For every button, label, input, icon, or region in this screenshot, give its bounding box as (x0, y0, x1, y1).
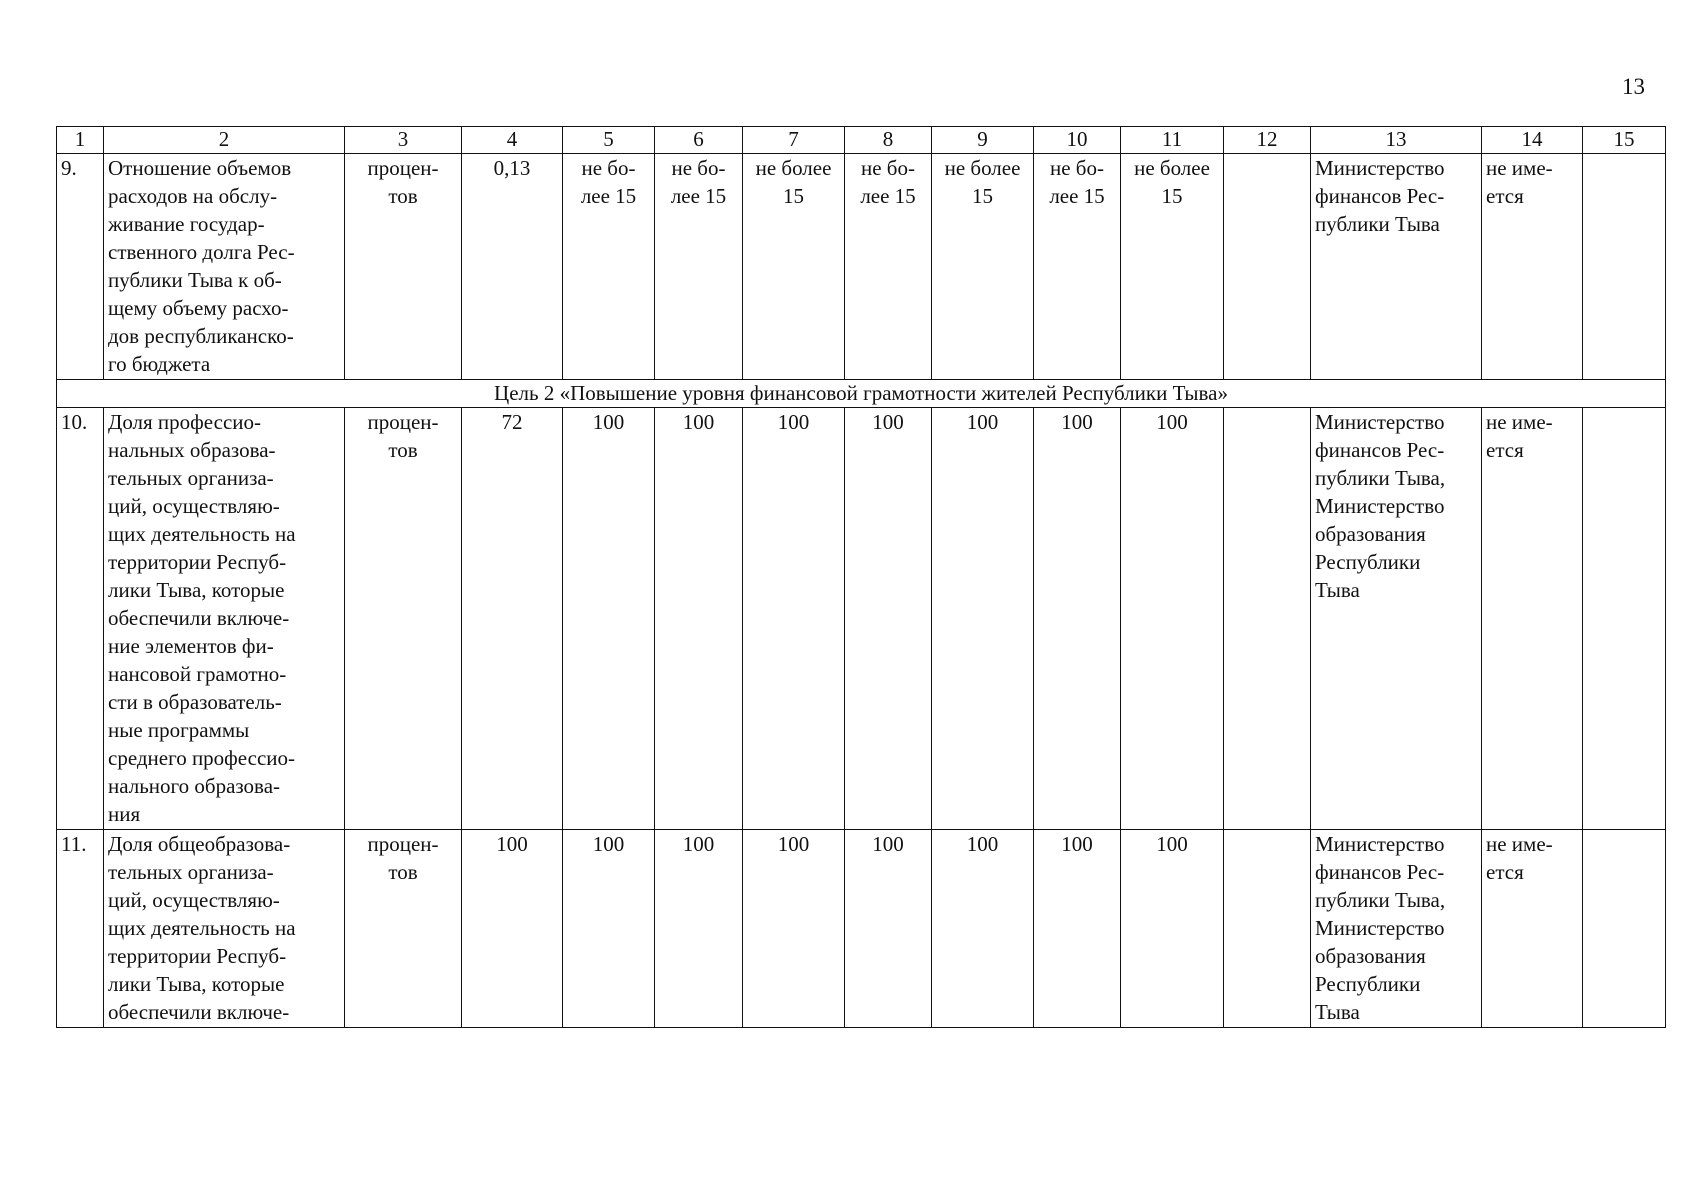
row-number: 11. (57, 830, 104, 1028)
value-cell: 100 (932, 408, 1034, 830)
value-cell: 100 (563, 408, 655, 830)
base-value-cell: 0,13 (462, 154, 563, 380)
value-cell: 100 (1034, 408, 1121, 830)
row-number: 10. (57, 408, 104, 830)
value-cell (1583, 408, 1666, 830)
value-cell: не более 15 (1121, 154, 1224, 380)
goal-row (57, 380, 1666, 408)
relation-cell: не име- ется (1482, 830, 1583, 1028)
row-number: 9. (57, 154, 104, 380)
value-cell: 100 (743, 408, 845, 830)
column-number: 14 (1482, 127, 1583, 154)
column-number: 5 (563, 127, 655, 154)
table-row (57, 408, 1666, 830)
column-number: 8 (845, 127, 932, 154)
responsible-cell: Министерство финансов Рес- публики Тыва, Министерство образования Республики Тыва (1311, 408, 1482, 830)
value-cell: 100 (932, 830, 1034, 1028)
column-number: 10 (1034, 127, 1121, 154)
column-number: 3 (345, 127, 462, 154)
column-number: 6 (655, 127, 743, 154)
value-cell: 100 (845, 408, 932, 830)
value-cell: 100 (563, 830, 655, 1028)
value-cell (1224, 154, 1311, 380)
column-number: 7 (743, 127, 845, 154)
indicators-table (56, 126, 1666, 1028)
value-cell: не бо- лее 15 (563, 154, 655, 380)
column-number: 15 (1583, 127, 1666, 154)
indicator-name: Доля профессио- нальных образова- тельных организа- ций, осуществляю- щих деятельность на территории Респуб- лики Тыва, которые обеспечили включе- ние элементов фи- нансовой грамотно- сти в образователь- ные программы среднего профессио- нального образова- ния (104, 408, 345, 830)
value-cell: 100 (655, 408, 743, 830)
value-cell (1224, 408, 1311, 830)
unit-cell: процен- тов (345, 408, 462, 830)
base-value-cell: 100 (462, 830, 563, 1028)
responsible-cell: Министерство финансов Рес- публики Тыва (1311, 154, 1482, 380)
page-number: 13 (1622, 74, 1645, 99)
column-number: 1 (57, 127, 104, 154)
unit-cell: процен- тов (345, 154, 462, 380)
value-cell (1224, 830, 1311, 1028)
goal-title: Цель 2 «Повышение уровня финансовой грамотности жителей Республики Тыва» (57, 380, 1666, 408)
column-number: 13 (1311, 127, 1482, 154)
table-row (57, 830, 1666, 1028)
value-cell: не бо- лее 15 (655, 154, 743, 380)
value-cell (1583, 154, 1666, 380)
column-number: 2 (104, 127, 345, 154)
unit-cell: процен- тов (345, 830, 462, 1028)
value-cell: не более 15 (932, 154, 1034, 380)
column-number: 11 (1121, 127, 1224, 154)
relation-cell: не име- ется (1482, 408, 1583, 830)
indicator-name: Отношение объемов расходов на обслу- живание государ- ственного долга Рес- публики Тыва к об- щему объему расхо- дов республиканско- го бюджета (104, 154, 345, 380)
column-number: 4 (462, 127, 563, 154)
value-cell: 100 (1121, 408, 1224, 830)
column-number: 12 (1224, 127, 1311, 154)
value-cell: 100 (1121, 830, 1224, 1028)
value-cell: не бо- лее 15 (1034, 154, 1121, 380)
table-row (57, 154, 1666, 380)
value-cell (1583, 830, 1666, 1028)
value-cell: 100 (743, 830, 845, 1028)
value-cell: не бо- лее 15 (845, 154, 932, 380)
indicator-name: Доля общеобразова- тельных организа- ций, осуществляю- щих деятельность на территории Респуб- лики Тыва, которые обеспечили включе- (104, 830, 345, 1028)
value-cell: не более 15 (743, 154, 845, 380)
responsible-cell: Министерство финансов Рес- публики Тыва, Министерство образования Республики Тыва (1311, 830, 1482, 1028)
base-value-cell: 72 (462, 408, 563, 830)
relation-cell: не име- ется (1482, 154, 1583, 380)
column-number: 9 (932, 127, 1034, 154)
value-cell: 100 (845, 830, 932, 1028)
value-cell: 100 (1034, 830, 1121, 1028)
value-cell: 100 (655, 830, 743, 1028)
column-number-row (57, 127, 1666, 154)
